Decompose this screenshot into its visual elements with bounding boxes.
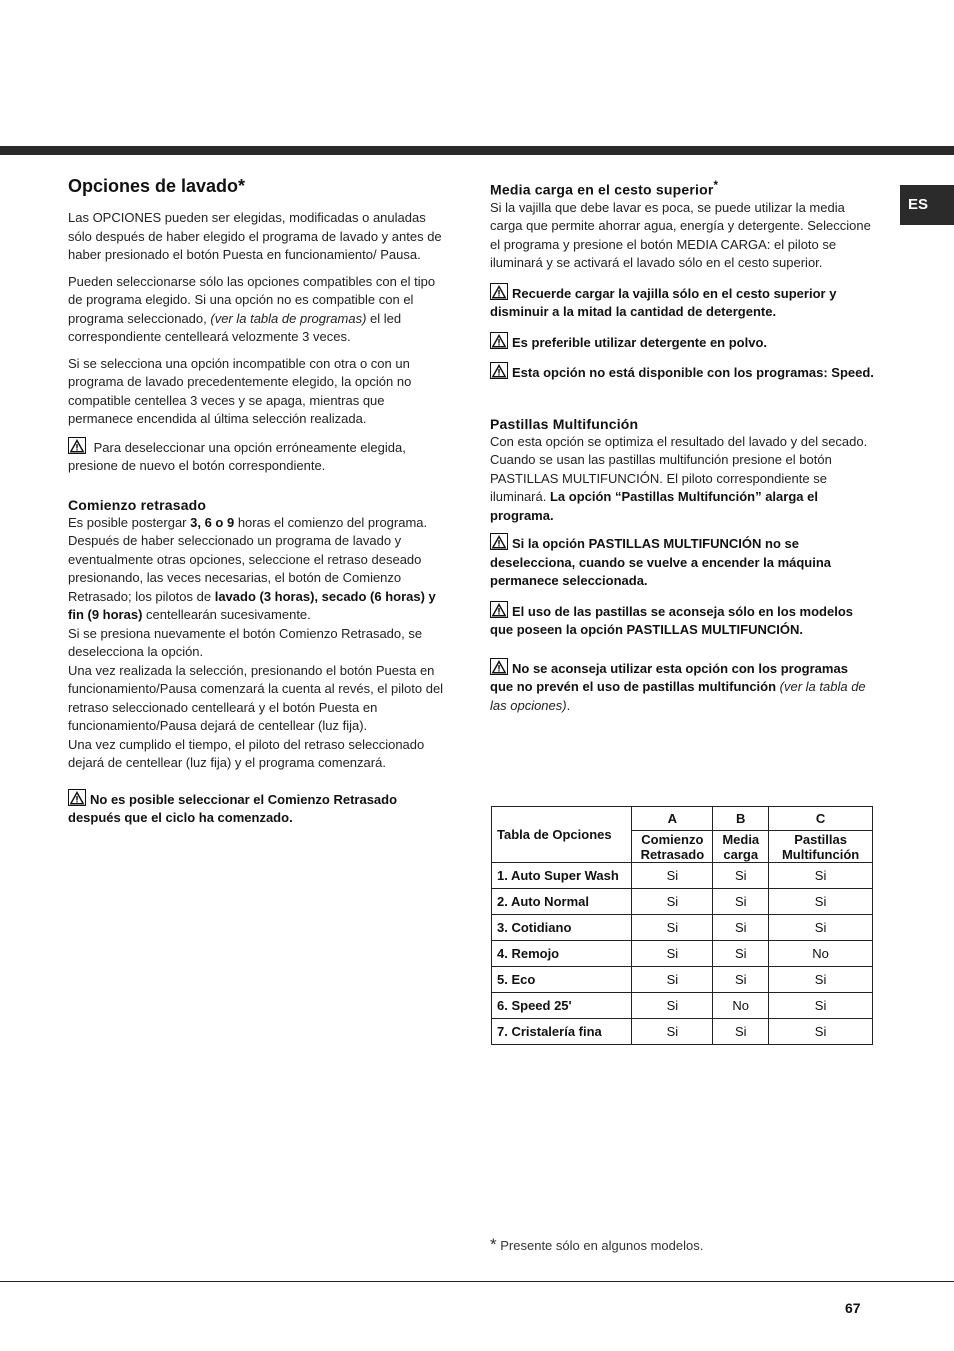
header-bar xyxy=(0,146,954,155)
table-row xyxy=(492,993,873,1019)
paragraph: Una vez cumplido el tiempo, el piloto del retraso seleccionado dejará de centellear (luz fija) y el programa comenzará. xyxy=(68,736,425,770)
option-cell: Si xyxy=(632,889,713,915)
table-row xyxy=(492,1019,873,1045)
language-tab: ES xyxy=(900,185,954,225)
table-row xyxy=(492,889,873,915)
program-name: 2. Auto Normal xyxy=(492,889,632,915)
option-cell: Si xyxy=(769,993,873,1019)
option-cell: Si xyxy=(632,941,713,967)
subsection-title: Comienzo retrasado xyxy=(68,496,207,513)
warning-icon xyxy=(490,332,508,349)
program-name: 4. Remojo xyxy=(492,941,632,967)
option-cell: Si xyxy=(769,1019,873,1045)
column-letter: C xyxy=(769,807,873,831)
warning-note: No es posible seleccionar el Comienzo Retrasado después que el ciclo ha comenzado. xyxy=(68,789,448,828)
option-cell: No xyxy=(713,993,769,1019)
footer-rule xyxy=(0,1281,954,1282)
warning-icon xyxy=(490,658,508,675)
option-cell: Si xyxy=(769,915,873,941)
paragraph: Cuando se usan las pastillas multifunción presione el botón PASTILLAS MULTIFUNCIÓN. El piloto correspondiente se iluminará. La opción “Pastillas Multifunción” alarga el programa. xyxy=(490,452,832,523)
subsection-title: Pastillas Multifunción xyxy=(490,415,639,432)
paragraph: Después de haber seleccionado un programa de lavado y eventualmente otras opciones, seleccione el retraso deseado presionando, las veces necesarias, el botón de Comienzo Retrasado; los pilotos de lavado (3 horas), secado (6 horas) y fin (9 horas) centellearán sucesivamente. xyxy=(68,533,436,622)
warning-icon xyxy=(490,283,508,300)
paragraph: Una vez realizada la selección, presionando el botón Puesta en funcionamiento/Pausa comenzará la cuenta al revés, el piloto del retraso seleccionado centelleará y el botón Puesta en funcionamiento/Pausa dejará de centellear (luz fija). xyxy=(68,662,444,733)
column-header: Pastillas Multifunción xyxy=(769,831,873,863)
warning-note: Recuerde cargar la vajilla sólo en el cesto superior y disminuir a la mitad la cantidad de detergente. xyxy=(490,283,874,322)
program-name: 6. Speed 25' xyxy=(492,993,632,1019)
paragraph: Las OPCIONES pueden ser elegidas, modificadas o anuladas sólo después de haber elegido el programa de lavado y antes de haber presionado el botón Puesta en funcionamiento/ Pausa. xyxy=(68,210,442,262)
options-table xyxy=(491,806,873,1045)
section-title: Opciones de lavado* xyxy=(68,176,246,196)
paragraph: Si la vajilla que debe lavar es poca, se puede utilizar la media carga que permite ahorrar agua, energía y detergente. Seleccione el programa y presione el botón MEDIA CARGA: el piloto se iluminará y se activará el lavado sólo en el cesto superior. xyxy=(490,199,871,271)
page-number: 67 xyxy=(845,1300,861,1316)
option-cell: Si xyxy=(632,1019,713,1045)
option-cell: Si xyxy=(713,863,769,889)
option-cell: Si xyxy=(713,941,769,967)
warning-icon xyxy=(68,789,86,806)
program-name: 3. Cotidiano xyxy=(492,915,632,941)
warning-icon xyxy=(490,601,508,618)
paragraph: Es posible postergar 3, 6 o 9 horas el comienzo del programa. xyxy=(68,514,428,530)
option-cell: Si xyxy=(632,915,713,941)
option-cell: Si xyxy=(769,863,873,889)
warning-note: El uso de las pastillas se aconseja sólo en los modelos que poseen la opción PASTILLAS MULTIFUNCIÓN. xyxy=(490,601,874,640)
option-cell: Si xyxy=(713,889,769,915)
table-row xyxy=(492,967,873,993)
program-name: 7. Cristalería fina xyxy=(492,1019,632,1045)
column-letter: A xyxy=(632,807,713,831)
column-letter: B xyxy=(713,807,769,831)
right-column xyxy=(490,175,874,715)
option-cell: Si xyxy=(769,967,873,993)
option-cell: No xyxy=(769,941,873,967)
left-column xyxy=(68,175,448,828)
warning-icon xyxy=(490,533,508,550)
warning-note: Si la opción PASTILLAS MULTIFUNCIÓN no se deselecciona, cuando se vuelve a encender la máquina permanece seleccionada. xyxy=(490,533,874,591)
option-cell: Si xyxy=(713,915,769,941)
warning-icon xyxy=(490,362,508,379)
paragraph: Con esta opción se optimiza el resultado del lavado y del secado. xyxy=(490,433,868,449)
option-cell: Si xyxy=(632,967,713,993)
program-name: 5. Eco xyxy=(492,967,632,993)
option-cell: Si xyxy=(769,889,873,915)
warning-icon xyxy=(68,437,86,454)
warning-note: Es preferible utilizar detergente en polvo. xyxy=(490,332,874,353)
table-row xyxy=(492,863,873,889)
paragraph: Si se selecciona una opción incompatible con otra o con un programa de lavado precedentemente elegido, la opción no compatible centellea 3 veces y se apaga, mientras que permanece encendida al última selección realizada. xyxy=(68,355,412,426)
table-header: Tabla de Opciones xyxy=(492,807,632,863)
subsection-title: Media carga en el cesto superior* xyxy=(490,179,719,198)
option-cell: Si xyxy=(713,967,769,993)
column-header: Media carga xyxy=(713,831,769,863)
warning-note: Para deseleccionar una opción erróneamente elegida, presione de nuevo el botón correspondiente. xyxy=(68,437,448,476)
program-name: 1. Auto Super Wash xyxy=(492,863,632,889)
column-header: Comienzo Retrasado xyxy=(632,831,713,863)
option-cell: Si xyxy=(713,1019,769,1045)
table-row xyxy=(492,941,873,967)
option-cell: Si xyxy=(632,993,713,1019)
option-cell: Si xyxy=(632,863,713,889)
footnote: * Presente sólo en algunos modelos. xyxy=(490,1235,704,1254)
table-row xyxy=(492,915,873,941)
paragraph: Pueden seleccionarse sólo las opciones compatibles con el tipo de programa elegido. Si una opción no es compatible con el programa seleccionado, (ver la tabla de programas) el led correspondiente centelleará velozmente 3 veces. xyxy=(68,273,436,344)
paragraph: Si se presiona nuevamente el botón Comienzo Retrasado, se deselecciona la opción. xyxy=(68,625,423,659)
warning-note: Esta opción no está disponible con los programas: Speed. xyxy=(490,362,874,383)
warning-note: No se aconseja utilizar esta opción con los programas que no prevén el uso de pastillas multifunción (ver la tabla de las opciones). xyxy=(490,658,874,716)
